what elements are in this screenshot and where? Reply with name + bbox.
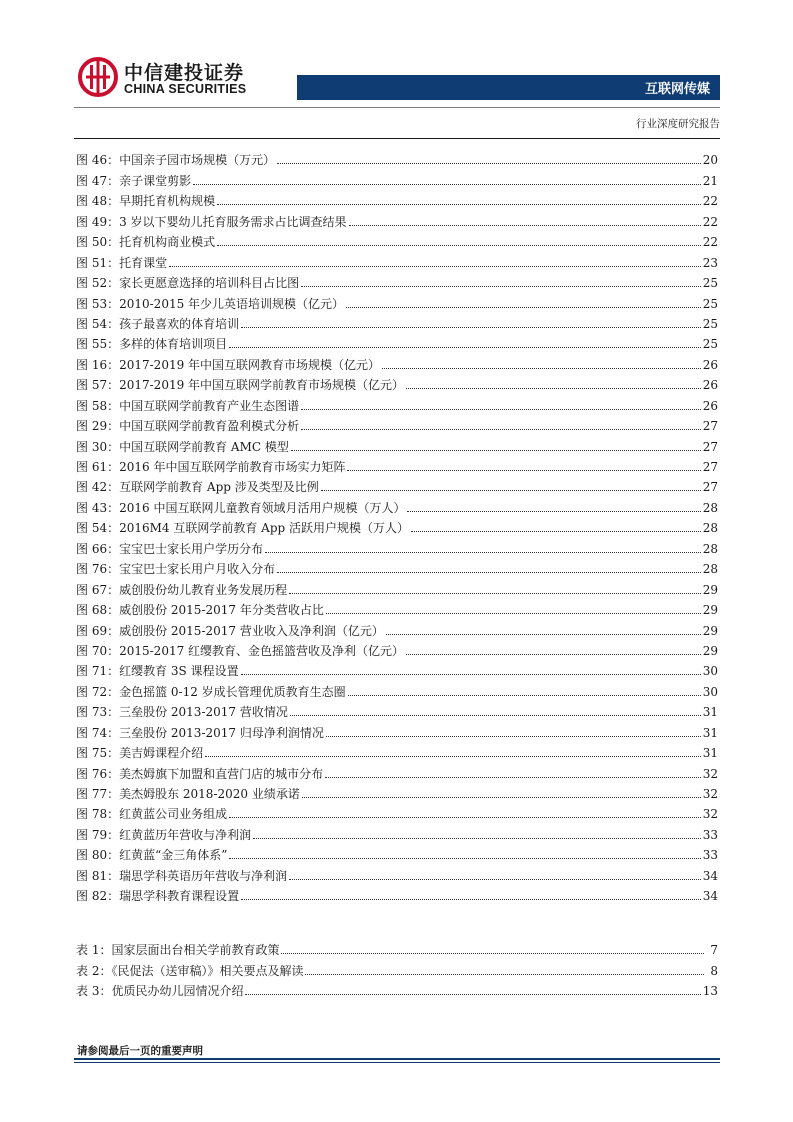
toc-entry-page: 23 xyxy=(702,255,718,270)
header-section-bar xyxy=(297,75,720,100)
table-index-list xyxy=(76,938,718,999)
toc-entry-page: 32 xyxy=(702,766,718,781)
toc-leader-dots xyxy=(253,838,701,839)
toc-entry-page: 27 xyxy=(702,460,718,474)
toc-entry-page: 26 xyxy=(702,378,718,393)
toc-entry[interactable] xyxy=(76,741,718,761)
toc-leader-dots xyxy=(406,654,701,655)
toc-entry-title: 图 82：瑞思学科教育课程设置 xyxy=(76,889,240,904)
toc-entry-page: 25 xyxy=(702,276,718,291)
toc-entry[interactable] xyxy=(76,434,718,454)
toc-entry-page: 28 xyxy=(702,500,718,515)
toc-entry-title: 图 54：2016M4 互联网学前教育 App 活跃用户规模（万人） xyxy=(76,521,410,536)
toc-entry-page: 25 xyxy=(702,316,718,331)
toc-entry-page: 32 xyxy=(702,787,718,801)
toc-entry-title: 图 67：威创股份幼儿教育业务发展历程 xyxy=(76,582,288,597)
toc-entry-title: 图 70：2015-2017 红缨教育、金色摇篮营收及净利（亿元） xyxy=(76,643,405,658)
toc-entry-title: 图 30：中国互联网学前教育 AMC 模型 xyxy=(76,439,289,454)
toc-leader-dots xyxy=(326,613,701,614)
toc-entry-page: 31 xyxy=(702,705,718,720)
toc-leader-dots xyxy=(277,572,701,573)
toc-entry[interactable] xyxy=(76,455,718,475)
toc-leader-dots xyxy=(349,225,701,226)
toc-entry-page: 28 xyxy=(702,521,718,536)
toc-entry[interactable] xyxy=(76,148,718,168)
toc-leader-dots xyxy=(241,327,701,328)
toc-leader-dots xyxy=(281,953,704,954)
toc-entry-title: 图 75：美吉姆课程介绍 xyxy=(76,746,204,761)
toc-entry-page: 29 xyxy=(702,623,718,638)
toc-entry-title: 表 2：《民促法（送审稿）》相关要点及解读 xyxy=(76,963,304,978)
toc-entry[interactable] xyxy=(76,700,718,720)
toc-entry-title: 图 55：多样的体育培训项目 xyxy=(76,337,228,352)
toc-entry-title: 图 51：托育课堂 xyxy=(76,255,168,270)
toc-leader-dots xyxy=(229,347,701,348)
toc-entry-title: 图 54：孩子最喜欢的体育培训 xyxy=(76,316,240,331)
toc-entry[interactable] xyxy=(76,475,718,495)
toc-leader-dots xyxy=(289,879,701,880)
toc-entry[interactable] xyxy=(76,332,718,352)
toc-leader-dots xyxy=(325,777,701,778)
toc-entry-page: 29 xyxy=(702,603,718,618)
toc-entry-title: 图 72：金色摇篮 0-12 岁成长管理优质教育生态圈 xyxy=(76,684,346,699)
toc-leader-dots xyxy=(205,756,701,757)
toc-entry[interactable] xyxy=(76,802,718,822)
toc-entry-title: 图 66：宝宝巴士家长用户学历分布 xyxy=(76,541,264,556)
toc-entry-title: 图 71：红缨教育 3S 课程设置 xyxy=(76,664,239,679)
toc-entry[interactable] xyxy=(76,577,718,597)
toc-entry-title: 图 48：早期托育机构规模 xyxy=(76,194,216,209)
toc-entry[interactable] xyxy=(76,536,718,556)
toc-leader-dots xyxy=(217,204,701,205)
toc-entry-title: 图 78：红黄蓝公司业务组成 xyxy=(76,807,228,822)
toc-leader-dots xyxy=(305,974,704,975)
company-logo xyxy=(78,57,278,101)
toc-entry[interactable] xyxy=(76,679,718,699)
toc-leader-dots xyxy=(348,695,701,696)
toc-entry-title: 图 68：威创股份 2015-2017 年分类营收占比 xyxy=(76,603,324,618)
toc-entry[interactable] xyxy=(76,720,718,740)
logo-english-name: CHINA SECURITIES xyxy=(124,82,247,96)
toc-entry-title: 图 49：3 岁以下婴幼儿托育服务需求占比调查结果 xyxy=(76,214,347,229)
toc-entry[interactable] xyxy=(76,271,718,291)
toc-leader-dots xyxy=(406,388,701,389)
toc-entry[interactable] xyxy=(76,557,718,577)
toc-entry-page: 22 xyxy=(702,214,718,229)
toc-entry-page: 30 xyxy=(702,664,718,679)
toc-entry-page: 27 xyxy=(702,480,718,495)
toc-entry-page: 31 xyxy=(702,746,718,761)
toc-entry[interactable] xyxy=(76,979,718,999)
toc-entry-page: 31 xyxy=(702,725,718,740)
figure-index-list xyxy=(76,148,718,904)
toc-entry-page: 27 xyxy=(702,419,718,434)
toc-entry-page: 30 xyxy=(702,684,718,699)
toc-leader-dots xyxy=(241,899,701,900)
toc-entry-page: 29 xyxy=(702,643,718,658)
toc-entry-title: 图 76：宝宝巴士家长用户月收入分布 xyxy=(76,562,276,577)
toc-entry-title: 图 50：托育机构商业模式 xyxy=(76,235,216,250)
toc-entry[interactable] xyxy=(76,598,718,618)
toc-entry[interactable] xyxy=(76,373,718,393)
toc-entry-page: 27 xyxy=(702,439,718,454)
toc-leader-dots xyxy=(326,736,701,737)
toc-leader-dots xyxy=(289,593,701,594)
toc-entry-title: 图 57：2017-2019 年中国互联网学前教育市场规模（亿元） xyxy=(76,378,405,393)
toc-entry[interactable] xyxy=(76,843,718,863)
footer-divider xyxy=(74,1058,720,1060)
toc-entry-title: 图 76：美杰姆旗下加盟和直营门店的城市分布 xyxy=(76,766,324,781)
footer-disclaimer: 请参阅最后一页的重要声明 xyxy=(77,1045,203,1057)
toc-entry[interactable] xyxy=(76,958,718,978)
toc-entry[interactable] xyxy=(76,168,718,188)
toc-entry-page: 28 xyxy=(702,562,718,577)
toc-entry-title: 图 74：三垒股份 2013-2017 归母净利润情况 xyxy=(76,725,324,740)
china-securities-logo-icon xyxy=(78,57,118,97)
toc-entry-title: 图 77：美杰姆股东 2018-2020 业绩承诺 xyxy=(76,787,300,801)
toc-entry[interactable] xyxy=(76,516,718,536)
toc-entry[interactable] xyxy=(76,659,718,679)
toc-leader-dots xyxy=(301,286,701,287)
toc-entry-page: 33 xyxy=(702,848,718,863)
toc-entry-page: 32 xyxy=(702,807,718,822)
toc-entry-page: 28 xyxy=(702,541,718,556)
toc-entry-page: 26 xyxy=(702,398,718,413)
toc-leader-dots xyxy=(291,450,701,451)
toc-entry-title: 图 43：2016 中国互联网儿童教育领域月活用户规模（万人） xyxy=(76,500,406,515)
toc-leader-dots xyxy=(265,552,701,553)
toc-leader-dots xyxy=(217,245,701,246)
toc-leader-dots xyxy=(241,674,701,675)
toc-leader-dots xyxy=(347,470,700,471)
toc-entry-page: 34 xyxy=(702,868,718,883)
toc-entry-title: 图 47：亲子课堂剪影 xyxy=(76,173,192,188)
toc-entry-page: 22 xyxy=(702,235,718,250)
toc-entry-title: 图 69：威创股份 2015-2017 营业收入及净利润（亿元） xyxy=(76,623,384,638)
toc-entry[interactable] xyxy=(76,352,718,372)
toc-entry-title: 图 61：2016 年中国互联网学前教育市场实力矩阵 xyxy=(76,460,346,474)
toc-entry-title: 图 46：中国亲子园市场规模（万元） xyxy=(76,153,276,168)
toc-entry-page: 22 xyxy=(702,194,718,209)
toc-entry-title: 图 29：中国互联网学前教育盈利模式分析 xyxy=(76,419,300,434)
toc-entry-title: 图 79：红黄蓝历年营收与净利润 xyxy=(76,827,252,842)
toc-leader-dots xyxy=(229,858,700,859)
toc-entry-title: 图 16：2017-2019 年中国互联网教育市场规模（亿元） xyxy=(76,357,381,372)
toc-entry[interactable] xyxy=(76,250,718,270)
toc-entry-page: 33 xyxy=(702,827,718,842)
toc-leader-dots xyxy=(193,184,701,185)
toc-leader-dots xyxy=(382,368,701,369)
toc-entry-page: 21 xyxy=(702,173,718,188)
toc-entry[interactable] xyxy=(76,209,718,229)
toc-entry[interactable] xyxy=(76,414,718,434)
toc-leader-dots xyxy=(346,307,701,308)
toc-entry-title: 图 73：三垒股份 2013-2017 营收情况 xyxy=(76,705,288,720)
toc-leader-dots xyxy=(407,511,700,512)
toc-entry[interactable] xyxy=(76,495,718,515)
toc-leader-dots xyxy=(229,817,701,818)
footer-divider-thin xyxy=(74,1062,720,1063)
toc-entry-page: 34 xyxy=(702,889,718,904)
toc-entry[interactable] xyxy=(76,884,718,904)
toc-entry-title: 图 42：互联网学前教育 App 涉及类型及比例 xyxy=(76,480,319,495)
toc-entry[interactable] xyxy=(76,618,718,638)
header-divider xyxy=(74,107,720,108)
toc-entry-title: 表 1：国家层面出台相关学前教育政策 xyxy=(76,943,280,958)
toc-entry[interactable] xyxy=(76,822,718,842)
logo-chinese-name: 中信建投证券 xyxy=(124,62,245,84)
toc-entry-title: 表 3：优质民办幼儿园情况介绍 xyxy=(76,984,244,999)
toc-leader-dots xyxy=(302,797,701,798)
toc-entry[interactable] xyxy=(76,230,718,250)
toc-leader-dots xyxy=(301,429,701,430)
report-type-label: 行业深度研究报告 xyxy=(636,118,720,130)
toc-entry-page: 20 xyxy=(702,153,718,168)
toc-entry[interactable] xyxy=(76,782,718,802)
toc-entry-title: 图 81：瑞思学科英语历年营收与净利润 xyxy=(76,868,288,883)
toc-leader-dots xyxy=(290,715,701,716)
toc-entry-page: 26 xyxy=(702,357,718,372)
toc-entry-title: 图 58：中国互联网学前教育产业生态图谱 xyxy=(76,398,300,413)
toc-leader-dots xyxy=(277,163,701,164)
toc-entry[interactable] xyxy=(76,761,718,781)
subheader-divider xyxy=(74,138,720,139)
toc-leader-dots xyxy=(411,531,701,532)
toc-entry-page: 25 xyxy=(702,337,718,352)
toc-entry-page: 13 xyxy=(702,984,718,999)
toc-leader-dots xyxy=(169,266,701,267)
toc-leader-dots xyxy=(321,490,701,491)
toc-entry-title: 图 52：家长更愿意选择的培训科目占比图 xyxy=(76,276,300,291)
toc-entry-title: 图 80：红黄蓝“金三角体系” xyxy=(76,848,228,863)
toc-leader-dots xyxy=(386,634,701,635)
toc-entry[interactable] xyxy=(76,863,718,883)
toc-entry[interactable] xyxy=(76,189,718,209)
toc-entry[interactable] xyxy=(76,393,718,413)
toc-entry-page: 29 xyxy=(702,582,718,597)
toc-leader-dots xyxy=(245,994,700,995)
toc-entry-page: 8 xyxy=(710,963,718,978)
toc-leader-dots xyxy=(301,409,701,410)
toc-entry[interactable] xyxy=(76,312,718,332)
toc-entry-title: 图 53：2010-2015 年少儿英语培训规模（亿元） xyxy=(76,296,345,311)
toc-entry[interactable] xyxy=(76,639,718,659)
toc-entry[interactable] xyxy=(76,938,718,958)
toc-entry[interactable] xyxy=(76,291,718,311)
toc-entry-page: 25 xyxy=(702,296,718,311)
section-label: 互联网传媒 xyxy=(644,82,710,97)
toc-entry-page: 7 xyxy=(710,943,718,958)
